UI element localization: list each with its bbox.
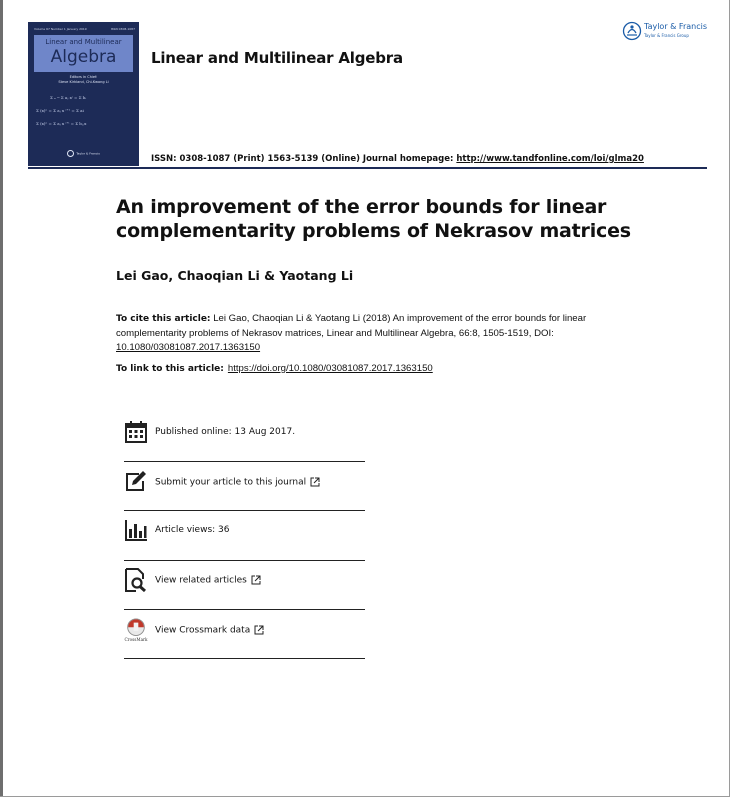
cover-volume: Volume 67 Number 1 January 2019 (34, 27, 87, 31)
submit-article-text: Submit your article to this journal (155, 477, 307, 488)
cover-publisher: Taylor & Francis (76, 151, 100, 156)
crossmark-caption: CrossMark (124, 637, 148, 642)
crossmark-text: View Crossmark data (155, 625, 251, 636)
cover-editors-names: Steve Kirkland, Chi-Kwong Li (58, 80, 109, 84)
list-divider (124, 510, 365, 511)
issn-text: ISSN: 0308-1087 (Print) 1563-5139 (Online) Journal homepage: (151, 154, 457, 164)
issn-line (151, 154, 644, 164)
cover-editors-label: Editors in Chief: (69, 75, 98, 79)
cover-formula-3: Σ (x)ⁿ = Σ aⱼ x ᶦ⁺ⁱ = Σ bⱼ,x (36, 121, 87, 126)
cover-logo-icon (67, 150, 74, 157)
article-link-line (116, 363, 433, 374)
publisher-name: Taylor & Francis (644, 22, 707, 31)
cover-top-line (34, 27, 135, 31)
cover-publisher-logo (28, 150, 139, 157)
published-online-text: Published online: 13 Aug 2017. (155, 427, 296, 437)
link-label: To link to this article: (116, 364, 224, 374)
list-divider (124, 461, 365, 462)
edit-icon (124, 470, 148, 494)
taylor-francis-icon (622, 21, 642, 41)
submit-article-link[interactable] (155, 477, 320, 488)
publisher-group: Taylor & Francis Group (644, 33, 689, 38)
journal-cover (28, 22, 139, 166)
related-articles-text: View related articles (155, 575, 247, 586)
header-rule (28, 167, 707, 169)
bar-chart-icon (124, 518, 148, 542)
publisher-logo[interactable] (622, 21, 712, 43)
external-link-icon (254, 625, 264, 635)
cover-issn: ISSN 0308-1087 (110, 27, 135, 31)
published-online-item (124, 420, 365, 470)
article-title: An improvement of the error bounds for linear complementarity problems of Nekrasov matrices (116, 196, 631, 242)
calendar-icon (124, 420, 148, 444)
journal-title: Linear and Multilinear Algebra (151, 49, 403, 67)
doi-link[interactable]: 10.1080/03081087.2017.1363150 (116, 342, 261, 353)
article-url-link[interactable]: https://doi.org/10.1080/03081087.2017.1363150 (227, 363, 433, 374)
journal-homepage-link[interactable]: http://www.tandfonline.com/loi/glma20 (456, 154, 644, 164)
related-articles-link[interactable] (155, 575, 261, 586)
cover-title-box (34, 35, 133, 72)
article-views-text: Article views: 36 (155, 525, 230, 535)
cover-formula-2: Σ (x)ⁿ = Σ aⱼ x ᶦ⁺¹ = Σ ai (36, 108, 84, 113)
list-divider (124, 658, 365, 659)
crossmark-link[interactable] (155, 625, 264, 636)
external-link-icon (310, 477, 320, 487)
article-authors: Lei Gao, Chaoqian Li & Yaotang Li (116, 268, 354, 283)
search-document-icon (124, 568, 148, 592)
citation-block (116, 312, 636, 356)
cover-series: Linear and Multilinear (45, 38, 122, 46)
viewer-left-edge (0, 0, 3, 797)
list-divider (124, 609, 365, 610)
list-divider (124, 560, 365, 561)
external-link-icon (251, 575, 261, 585)
cover-formula-1: Σ ₙ ─ Σ aⱼ xᶦ = Σ bᵢ (50, 95, 87, 100)
cite-label: To cite this article: (116, 314, 211, 324)
cite-text: Lei Gao, Chaoqian Li & Yaotang Li (2018) An improvement of the error bounds for linear complementarity problems of Nekrasov matrices, Linear and Multilinear Algebra, 66:8, 1505-1519, DOI: (116, 313, 587, 339)
crossmark-icon (124, 618, 148, 642)
cover-title: Algebra (50, 47, 117, 67)
related-articles-item[interactable] (124, 568, 365, 618)
cover-editors (28, 75, 139, 85)
crossmark-item[interactable] (124, 618, 365, 668)
submit-article-item[interactable] (124, 470, 365, 520)
